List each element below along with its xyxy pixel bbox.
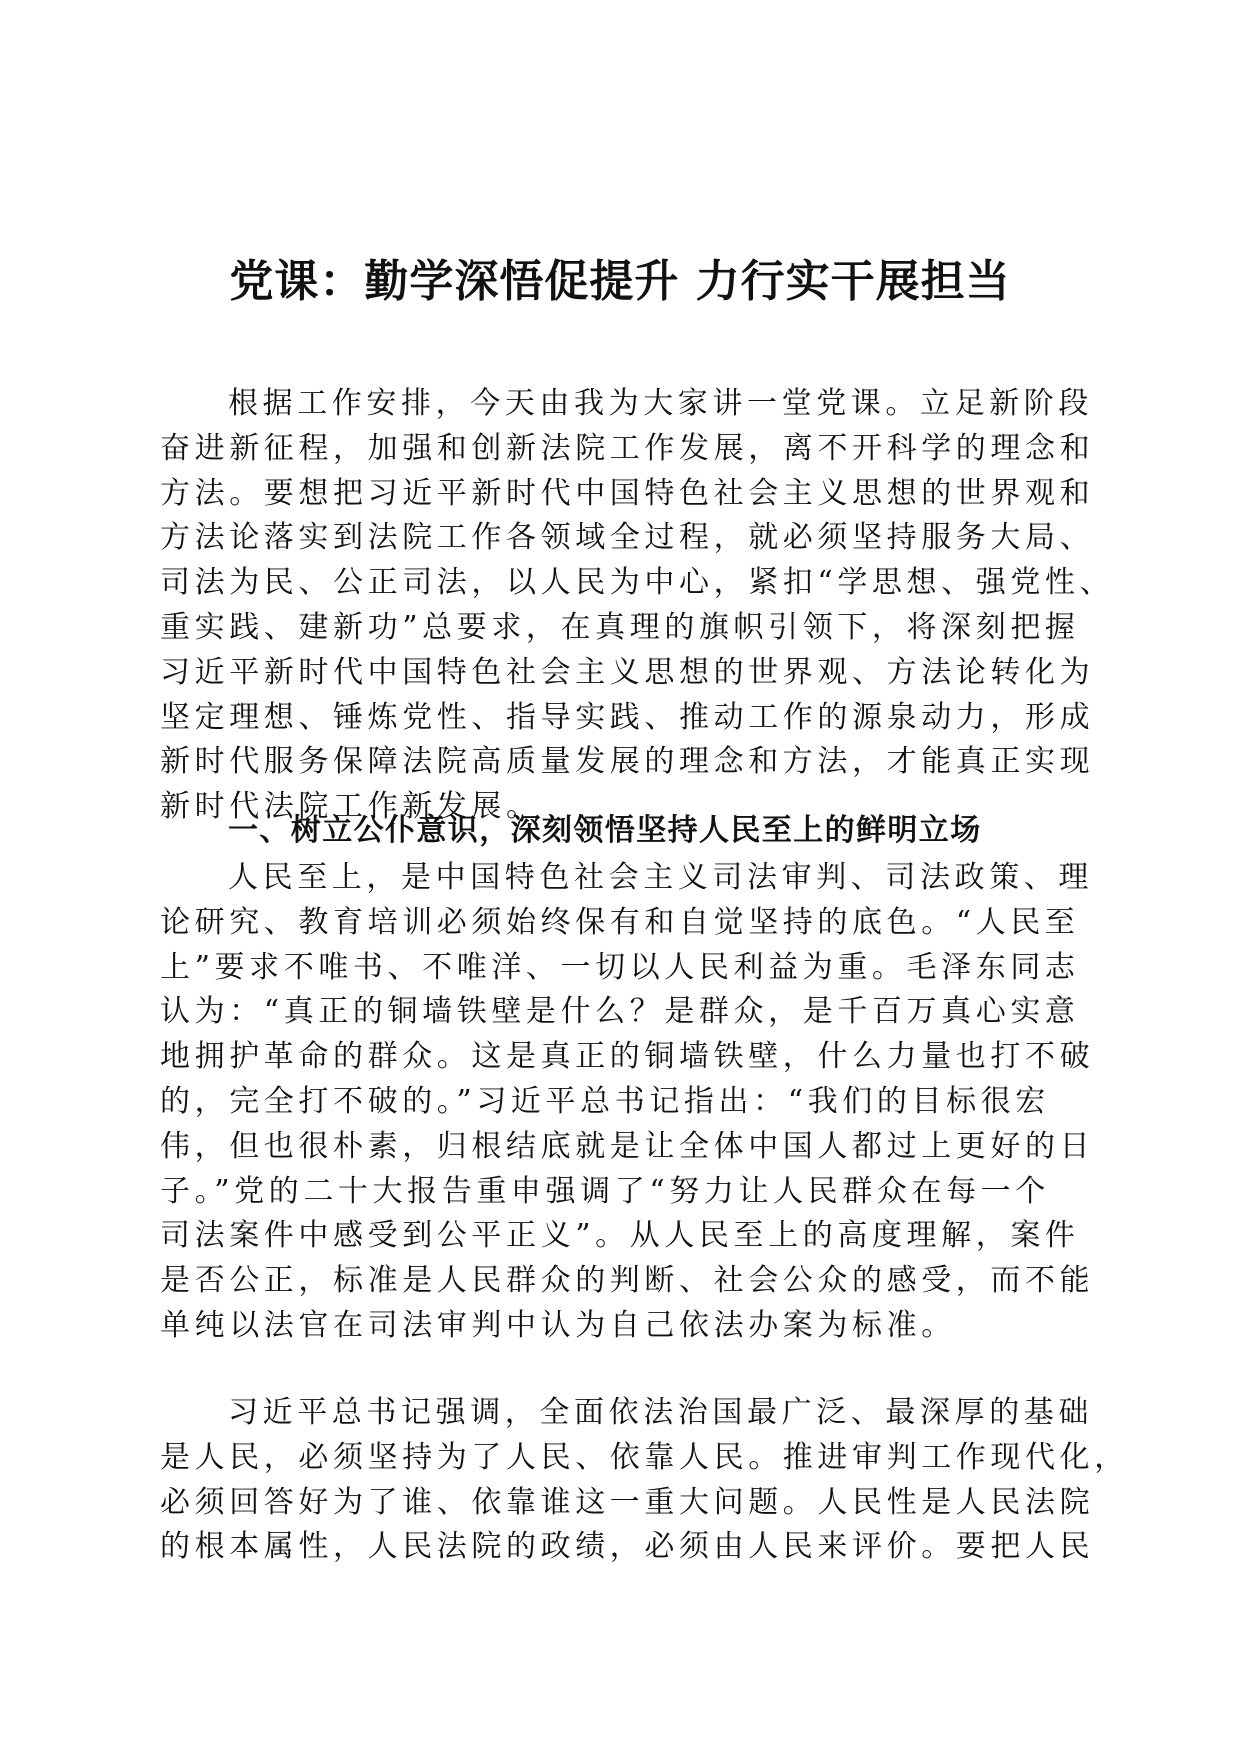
text-line: 习近平新时代中国特色社会主义思想的世界观、方法论转化为 [160, 654, 1095, 690]
text-line: 司法为民、公正司法，以人民为中心，紧扣“学思想、强党性、 [160, 565, 1115, 601]
text-line: 是人民，必须坚持为了人民、依靠人民。推进审判工作现代化， [160, 1439, 1129, 1475]
text-line: 的，完全打不破的。”习近平总书记指出：“我们的目标很宏 [160, 1083, 1050, 1119]
text-line: 子。”党的二十大报告重申强调了“努力让人民群众在每一个 [160, 1173, 1050, 1209]
text-line: 伟，但也很朴素，归根结底就是让全体中国人都过上更好的日 [160, 1128, 1095, 1164]
text-line: 必须回答好为了谁、依靠谁这一重大问题。人民性是人民法院 [160, 1484, 1095, 1520]
text-line: 坚定理想、锤炼党性、指导实践、推动工作的源泉动力，形成 [160, 699, 1095, 735]
text-line: 单纯以法官在司法审判中认为自己依法办案为标准。 [160, 1307, 956, 1343]
text-line: 的根本属性，人民法院的政绩，必须由人民来评价。要把人民 [160, 1529, 1095, 1565]
paragraph-intro [160, 382, 1115, 830]
paragraph-people-first [160, 856, 1095, 1349]
text-line: 方法。要想把习近平新时代中国特色社会主义思想的世界观和 [160, 475, 1095, 511]
text-line: 重实践、建新功”总要求，在真理的旗帜引领下，将深刻把握 [160, 609, 1080, 645]
text-line: 新时代法院工作新发展。 [160, 789, 541, 825]
paragraph-rule-of-law [160, 1391, 1129, 1570]
text-line: 上”要求不唯书、不唯洋、一切以人民利益为重。毛泽东同志 [160, 949, 1080, 985]
text-line: 奋进新征程，加强和创新法院工作发展，离不开科学的理念和 [160, 430, 1095, 466]
text-line: 地拥护革命的群众。这是真正的铜墙铁壁，什么力量也打不破 [160, 1039, 1095, 1075]
text-line: 认为：“真正的铜墙铁壁是什么？是群众，是千百万真心实意 [160, 994, 1080, 1030]
text-line: 方法论落实到法院工作各领域全过程，就必须坚持服务大局、 [160, 520, 1095, 556]
text-line: 司法案件中感受到公平正义”。从人民至上的高度理解，案件 [160, 1218, 1080, 1254]
text-line: 根据工作安排，今天由我为大家讲一堂党课。立足新阶段 [228, 386, 1093, 421]
text-line: 人民至上，是中国特色社会主义司法审判、司法政策、理 [228, 860, 1093, 895]
text-line: 是否公正，标准是人民群众的判断、社会公众的感受，而不能 [160, 1263, 1095, 1299]
text-line: 习近平总书记强调，全面依法治国最广泛、最深厚的基础 [228, 1395, 1093, 1430]
document-title: 党课：勤学深悟促提升 力行实干展担当 [229, 256, 1011, 307]
section-heading-1: 一、树立公仆意识，深刻领悟坚持人民至上的鲜明立场 [228, 813, 982, 848]
text-line: 新时代服务保障法院高质量发展的理念和方法，才能真正实现 [160, 744, 1095, 780]
text-line: 论研究、教育培训必须始终保有和自觉坚持的底色。“人民至 [160, 904, 1080, 940]
